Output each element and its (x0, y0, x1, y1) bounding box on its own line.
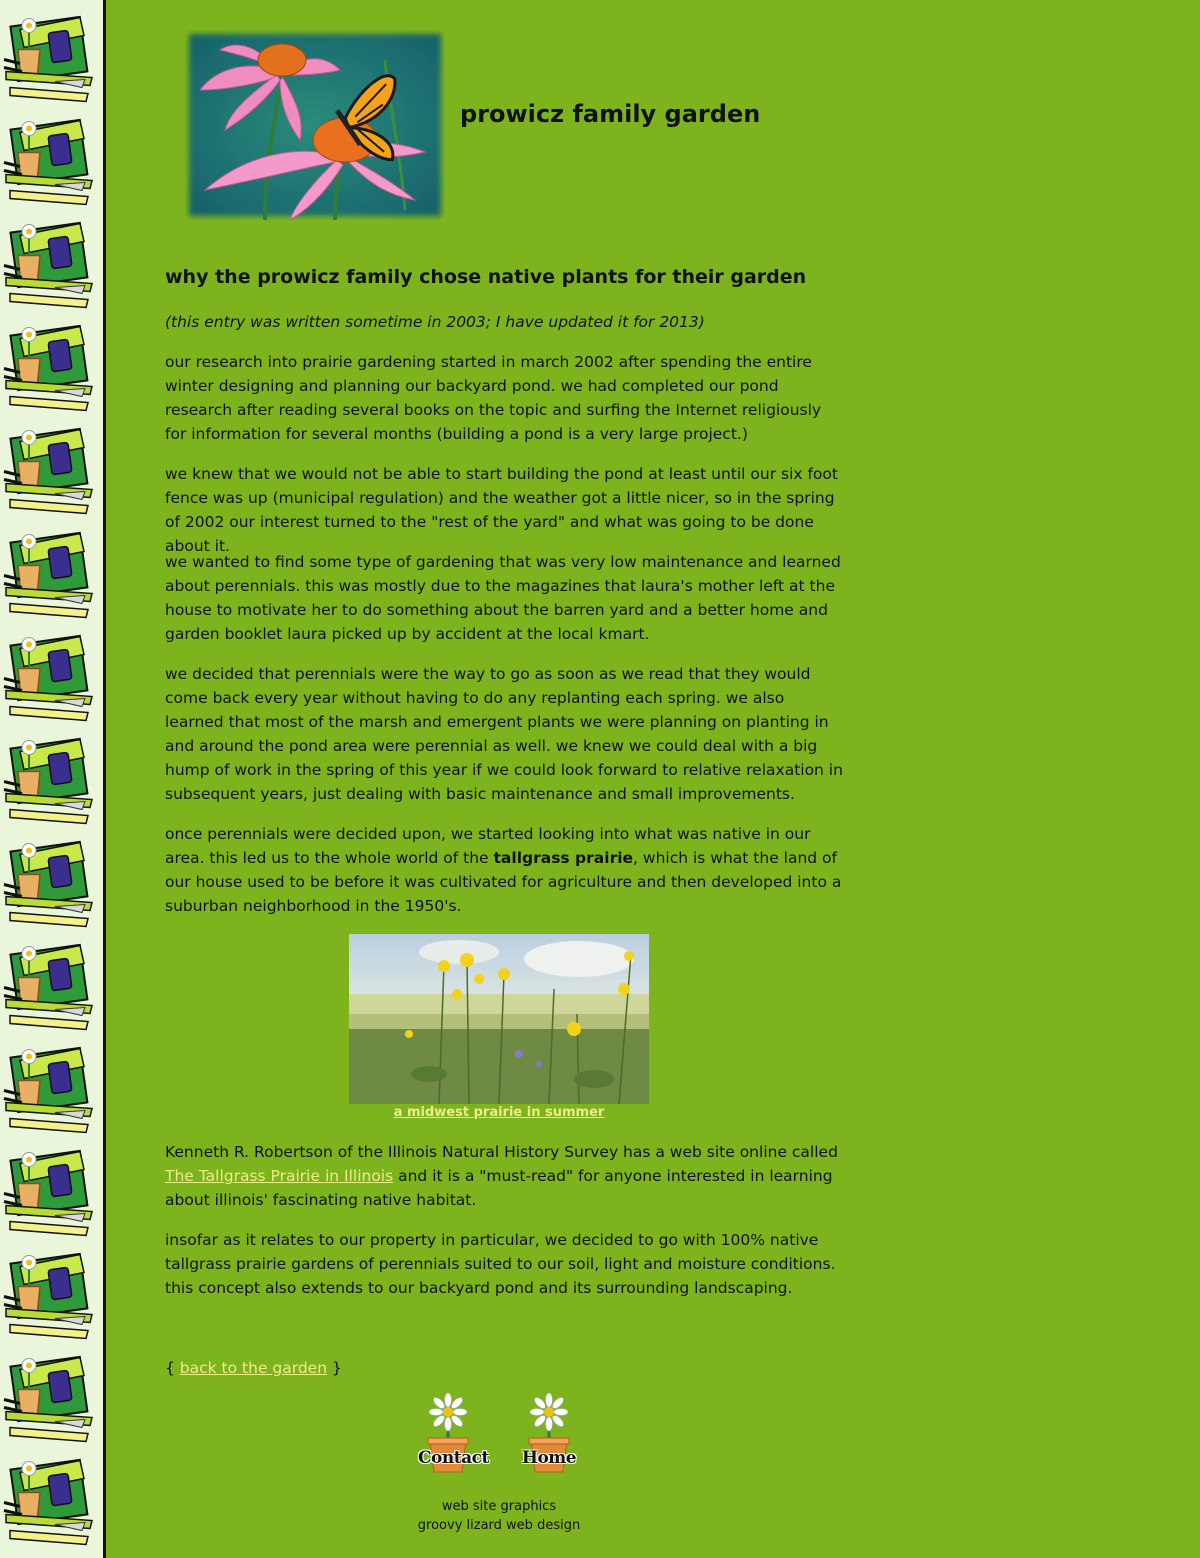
site-title: prowicz family garden (460, 100, 761, 128)
home-label: Home (521, 1448, 577, 1468)
garden-tools-icon (0, 111, 100, 214)
paragraph-3: we wanted to find some type of gardening that was very low maintenance and learned about perennials. this was mostly due to the magazines that laura's mother left at the house to motivate her to do something about the barren yard and a better home and garden booklet laura picked up by accident at the local kmart. (165, 553, 841, 643)
garden-tools-icon (0, 1348, 100, 1451)
credits-line-1: web site graphics (441, 1499, 557, 1514)
image-caption[interactable] (349, 1105, 649, 1120)
update-note: (this entry was written sometime in 2003; I have updated it for 2013) (165, 313, 705, 331)
garden-tools-icon (0, 936, 100, 1039)
brace-close: } (327, 1359, 342, 1377)
garden-tools-icon (0, 1142, 100, 1245)
paragraph-1: our research into prairie gardening started in march 2002 after spending the entire winter designing and planning our backyard pond. we had completed our pond research after reading several books on the topic and surfing the Internet religiously for information for several months (building a pond is a very large project.) (165, 353, 822, 443)
garden-tools-icon (0, 627, 100, 730)
paragraph-6-text-end: and it is a "must-read" for anyone interested in learning about illinois' fascinating native habitat. (165, 1167, 833, 1209)
credits (349, 1497, 649, 1535)
garden-tools-icon (0, 420, 100, 523)
paragraph-5-text-end: , which is what the land of our house used to be before it was cultivated for agriculture and then developed into a suburban neighborhood in the 1950's. (165, 849, 842, 915)
tallgrass-prairie-illinois-link[interactable]: The Tallgrass Prairie in Illinois (165, 1167, 394, 1185)
credits-line-2: groovy lizard web design (417, 1518, 581, 1533)
tallgrass-prairie-bold: tallgrass prairie (493, 849, 634, 867)
image-caption-link[interactable]: a midwest prairie in summer (393, 1105, 605, 1120)
garden-tools-icon (0, 8, 100, 111)
paragraph-5-text: once perennials were decided upon, we started looking into what was native in our area. this led us to the whole world of the (165, 825, 811, 867)
sidebar-garden-tile-strip (0, 0, 106, 1558)
prairie-painting-image[interactable] (349, 934, 649, 1104)
garden-tools-icon (0, 524, 100, 627)
garden-tools-icon (0, 1451, 100, 1554)
back-link-line (165, 1356, 342, 1380)
coneflower-butterfly-painting (185, 30, 445, 220)
contact-label: Contact (418, 1448, 489, 1468)
garden-tools-icon (0, 214, 100, 317)
paragraph-2: we knew that we would not be able to start building the pond at least until our six foot fence was up (municipal regulation) and the weather got a little nicer, so in the spring of 2002 our interest turned to the "rest of the yard" and what was going to be done about it. (165, 465, 838, 555)
contact-button[interactable] (418, 1392, 489, 1478)
paragraph-7: insofar as it relates to our property in particular, we decided to go with 100% native tallgrass prairie gardens of perennials suited to our soil, light and moisture conditions. this concept also extends to our backyard pond and its surrounding landscaping. (165, 1231, 836, 1297)
home-button[interactable] (519, 1392, 579, 1478)
brace-open: { (165, 1359, 180, 1377)
garden-tools-icon (0, 730, 100, 833)
garden-tools-icon (0, 1555, 100, 1558)
paragraph-4: we decided that perennials were the way to go as soon as we read that they would come back every year without having to do any replanting each spring. we also learned that most of the marsh and emergent plants we were planning on planting in and around the pond area were perennial as well. we knew we could deal with a big hump of work in the spring of this year if we could look forward to relative relaxation in subsequent years, just dealing with basic maintenance and small improvements. (165, 665, 843, 803)
garden-tools-icon (0, 833, 100, 936)
paragraph-6 (165, 1140, 845, 1212)
garden-tools-icon (0, 1039, 100, 1142)
back-to-garden-link[interactable]: back to the garden (179, 1359, 328, 1377)
paragraph-6-text: Kenneth R. Robertson of the Illinois Natural History Survey has a web site online called (165, 1143, 838, 1161)
page-title: why the prowicz family chose native plants for their garden (165, 266, 807, 288)
garden-tools-icon (0, 1245, 100, 1348)
paragraph-5 (165, 822, 845, 918)
garden-tools-icon (0, 317, 100, 420)
